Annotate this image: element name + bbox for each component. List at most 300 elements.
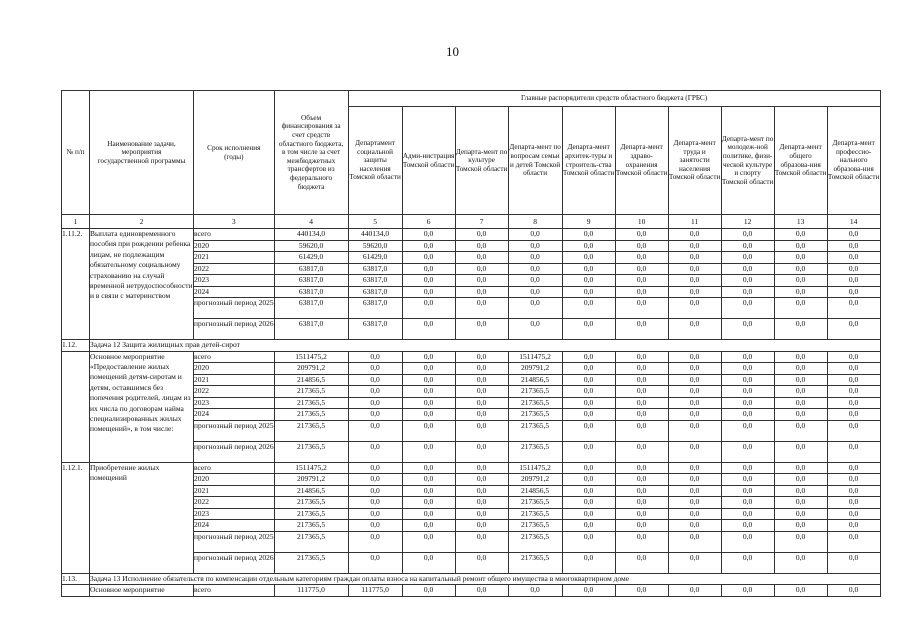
cell-value: 1511475,2 [274,351,348,363]
header-grbs-10: Департа-мент профессио-нального образова-ния Томской области [827,107,880,215]
cell-value: 0,0 [562,508,615,520]
cell-value: 0,0 [455,363,508,375]
cell-value: 0,0 [455,520,508,532]
cell-value: 0,0 [402,397,455,409]
cell-value: 0,0 [721,263,774,275]
cell-value: 0,0 [774,263,827,275]
cell-value: 0,0 [348,374,402,386]
cell-value: 0,0 [721,298,774,319]
cell-value: 0,0 [455,263,508,275]
cell-value: 0,0 [721,229,774,241]
cell-value: 0,0 [615,508,668,520]
row-period: прогнозный период 2026 [194,441,275,462]
cell-value: 0,0 [562,409,615,421]
cell-value: 0,0 [402,286,455,298]
cell-value: 0,0 [455,409,508,421]
cell-value: 63817,0 [274,286,348,298]
cell-value: 61429,0 [274,252,348,264]
cell-value: 0,0 [402,275,455,287]
column-number: 5 [348,215,402,229]
cell-value: 0,0 [562,585,615,597]
cell-value: 217365,5 [274,420,348,441]
cell-value: 0,0 [774,397,827,409]
cell-value: 0,0 [721,585,774,597]
cell-value: 0,0 [508,298,562,319]
header-number: № п/п [62,91,90,215]
cell-value: 0,0 [721,252,774,264]
cell-value: 0,0 [615,531,668,552]
cell-value: 217365,5 [274,441,348,462]
cell-value: 0,0 [827,275,880,287]
cell-value: 214856,5 [274,485,348,497]
column-number: 6 [402,215,455,229]
cell-value: 0,0 [827,240,880,252]
cell-value: 0,0 [668,508,721,520]
cell-value: 0,0 [827,319,880,340]
cell-value: 0,0 [721,420,774,441]
cell-value: 0,0 [508,319,562,340]
cell-value: 0,0 [402,462,455,474]
cell-value: 0,0 [455,319,508,340]
cell-value: 0,0 [668,409,721,421]
cell-value: 0,0 [774,552,827,573]
cell-value: 59620,0 [348,240,402,252]
cell-value: 0,0 [774,319,827,340]
cell-value: 0,0 [402,474,455,486]
cell-value: 217365,5 [274,520,348,532]
cell-value: 0,0 [562,263,615,275]
cell-value: 0,0 [348,462,402,474]
cell-value: 0,0 [668,286,721,298]
cell-value: 217365,5 [508,386,562,398]
cell-value: 214856,5 [508,485,562,497]
cell-value: 0,0 [402,552,455,573]
cell-value: 0,0 [721,374,774,386]
row-name: Выплата единовременного пособия при рождении ребенка лицам, не подлежащим обязательному социальному страхованию на случай временной нетрудоспособности и в связи с материнством [90,229,194,340]
cell-value: 0,0 [668,441,721,462]
cell-value: 0,0 [508,252,562,264]
cell-value: 0,0 [721,386,774,398]
cell-value: 0,0 [562,363,615,375]
cell-value: 0,0 [668,485,721,497]
cell-value: 0,0 [562,485,615,497]
cell-value: 0,0 [827,420,880,441]
cell-value: 0,0 [615,275,668,287]
cell-value: 0,0 [827,441,880,462]
column-number: 2 [90,215,194,229]
cell-value: 0,0 [562,286,615,298]
cell-value: 0,0 [827,552,880,573]
cell-value: 0,0 [562,531,615,552]
cell-value: 0,0 [508,240,562,252]
row-period: прогнозный период 2025 [194,531,275,552]
cell-value: 0,0 [827,351,880,363]
cell-value: 0,0 [721,363,774,375]
cell-value: 0,0 [615,552,668,573]
cell-value: 0,0 [721,351,774,363]
cell-value: 0,0 [721,508,774,520]
cell-value: 0,0 [562,374,615,386]
row-period: 2024 [194,520,275,532]
cell-value: 0,0 [402,252,455,264]
cell-value: 0,0 [668,386,721,398]
cell-value: 0,0 [668,397,721,409]
cell-value: 0,0 [774,531,827,552]
cell-value: 0,0 [508,263,562,275]
cell-value: 0,0 [774,485,827,497]
row-number [62,585,90,597]
cell-value: 0,0 [774,374,827,386]
cell-value: 0,0 [455,474,508,486]
cell-value: 0,0 [455,497,508,509]
cell-value: 0,0 [774,420,827,441]
cell-value: 0,0 [615,420,668,441]
cell-value: 217365,5 [508,520,562,532]
cell-value: 0,0 [668,552,721,573]
cell-value: 0,0 [562,252,615,264]
cell-value: 0,0 [615,462,668,474]
table-row [62,351,881,363]
cell-value: 0,0 [562,552,615,573]
cell-value: 0,0 [827,386,880,398]
cell-value: 0,0 [402,386,455,398]
row-period: прогнозный период 2026 [194,319,275,340]
row-number [62,351,90,462]
cell-value: 0,0 [774,441,827,462]
cell-value: 0,0 [827,531,880,552]
cell-value: 217365,5 [508,420,562,441]
column-number: 12 [721,215,774,229]
cell-value: 0,0 [508,286,562,298]
cell-value: 0,0 [827,286,880,298]
header-grbs-2: Адми-нистрация Томской области [402,107,455,215]
cell-value: 0,0 [348,351,402,363]
header-name: Наименование задачи, мероприятия государственной программы [90,91,194,215]
cell-value: 0,0 [774,474,827,486]
cell-value: 0,0 [774,497,827,509]
column-number: 10 [615,215,668,229]
cell-value: 0,0 [402,363,455,375]
cell-value: 0,0 [827,585,880,597]
row-period: 2020 [194,363,275,375]
cell-value: 0,0 [827,508,880,520]
cell-value: 0,0 [348,386,402,398]
cell-value: 0,0 [562,386,615,398]
cell-value: 0,0 [668,474,721,486]
row-period: 2021 [194,252,275,264]
row-period: 2021 [194,485,275,497]
task-number: 1.13. [62,573,90,585]
cell-value: 440134,0 [274,229,348,241]
cell-value: 0,0 [455,397,508,409]
cell-value: 0,0 [827,229,880,241]
cell-value: 0,0 [721,520,774,532]
header-grbs-3: Департа-мент по культуре Томской области [455,107,508,215]
row-period: 2024 [194,409,275,421]
task-row [62,573,881,585]
column-number: 4 [274,215,348,229]
cell-value: 217365,5 [274,508,348,520]
header-grbs-8: Департа-мент по молодеж-ной политике, физи-ческой культуре и спорту Томской области [721,107,774,215]
cell-value: 440134,0 [348,229,402,241]
row-period: прогнозный период 2026 [194,552,275,573]
cell-value: 214856,5 [274,374,348,386]
cell-value: 0,0 [668,531,721,552]
cell-value: 0,0 [562,520,615,532]
row-period: 2022 [194,497,275,509]
header-grbs-5: Департа-мент архитек-туры и строитель-ства Томской области [562,107,615,215]
cell-value: 217365,5 [508,409,562,421]
row-period: прогнозный период 2025 [194,420,275,441]
cell-value: 0,0 [562,240,615,252]
cell-value: 0,0 [774,252,827,264]
cell-value: 0,0 [721,275,774,287]
cell-value: 0,0 [455,420,508,441]
cell-value: 0,0 [348,474,402,486]
cell-value: 0,0 [455,585,508,597]
cell-value: 0,0 [827,263,880,275]
cell-value: 0,0 [402,520,455,532]
header-period: Срок исполнения (годы) [194,91,275,215]
cell-value: 0,0 [615,397,668,409]
cell-value: 63817,0 [348,275,402,287]
cell-value: 1511475,2 [508,462,562,474]
row-period: 2023 [194,275,275,287]
cell-value: 0,0 [402,485,455,497]
cell-value: 0,0 [615,409,668,421]
column-number: 1 [62,215,90,229]
cell-value: 0,0 [615,298,668,319]
cell-value: 0,0 [455,240,508,252]
cell-value: 0,0 [721,552,774,573]
cell-value: 0,0 [562,420,615,441]
cell-value: 217365,5 [274,386,348,398]
cell-value: 0,0 [827,520,880,532]
cell-value: 217365,5 [508,508,562,520]
cell-value: 0,0 [455,351,508,363]
cell-value: 63817,0 [348,319,402,340]
cell-value: 0,0 [774,520,827,532]
cell-value: 111775,0 [274,585,348,597]
cell-value: 1511475,2 [508,351,562,363]
cell-value: 0,0 [721,286,774,298]
table-row [62,585,881,597]
cell-value: 0,0 [774,585,827,597]
cell-value: 0,0 [455,485,508,497]
cell-value: 0,0 [402,263,455,275]
cell-value: 0,0 [668,298,721,319]
cell-value: 209791,2 [508,363,562,375]
cell-value: 0,0 [348,363,402,375]
cell-value: 0,0 [721,474,774,486]
header-grbs-4: Департа-мент по вопросам семьи и детей Томской области [508,107,562,215]
cell-value: 0,0 [827,409,880,421]
cell-value: 0,0 [615,386,668,398]
cell-value: 0,0 [774,275,827,287]
column-number: 9 [562,215,615,229]
cell-value: 217365,5 [274,552,348,573]
row-number: 1.12.1. [62,462,90,573]
table-row [62,462,881,474]
cell-value: 217365,5 [508,441,562,462]
cell-value: 59620,0 [274,240,348,252]
cell-value: 0,0 [721,409,774,421]
cell-value: 214856,5 [508,374,562,386]
row-period: 2023 [194,397,275,409]
cell-value: 0,0 [615,363,668,375]
cell-value: 0,0 [402,240,455,252]
cell-value: 0,0 [508,275,562,287]
column-number: 13 [774,215,827,229]
cell-value: 0,0 [668,263,721,275]
cell-value: 0,0 [402,531,455,552]
row-number: 1.11.2. [62,229,90,340]
cell-value: 0,0 [348,485,402,497]
cell-value: 0,0 [402,441,455,462]
cell-value: 0,0 [774,363,827,375]
funding-table [61,90,881,597]
cell-value: 0,0 [827,397,880,409]
cell-value: 0,0 [402,585,455,597]
cell-value: 0,0 [774,298,827,319]
cell-value: 0,0 [402,298,455,319]
cell-value: 217365,5 [508,497,562,509]
row-period: 2022 [194,386,275,398]
cell-value: 0,0 [562,319,615,340]
header-grbs-group: Главные распорядители средств областного бюджета (ГРБС) [348,91,880,107]
cell-value: 0,0 [402,497,455,509]
cell-value: 209791,2 [508,474,562,486]
row-period: всего [194,351,275,363]
cell-value: 0,0 [615,374,668,386]
cell-value: 63817,0 [274,275,348,287]
cell-value: 0,0 [348,508,402,520]
cell-value: 0,0 [402,319,455,340]
cell-value: 0,0 [668,420,721,441]
cell-value: 0,0 [402,229,455,241]
row-period: всего [194,462,275,474]
cell-value: 0,0 [348,441,402,462]
cell-value: 0,0 [774,462,827,474]
row-name: Приобретение жилых помещений [90,462,194,573]
cell-value: 0,0 [721,441,774,462]
cell-value: 61429,0 [348,252,402,264]
cell-value: 0,0 [562,497,615,509]
cell-value: 0,0 [562,275,615,287]
cell-value: 0,0 [774,240,827,252]
cell-value: 0,0 [827,252,880,264]
cell-value: 217365,5 [274,497,348,509]
cell-value: 217365,5 [274,397,348,409]
header-grbs-9: Департа-мент общего образова-ния Томской области [774,107,827,215]
cell-value: 0,0 [455,229,508,241]
cell-value: 0,0 [348,552,402,573]
cell-value: 0,0 [668,462,721,474]
row-name: Основное мероприятие «Предоставление жилых помещений детям-сиротам и детям, оставшимся без попечения родителей, лицам из их числа по договорам найма специализированных жилых помещений», в том числе: [90,351,194,462]
table-row [62,229,881,241]
cell-value: 63817,0 [348,298,402,319]
cell-value: 0,0 [721,485,774,497]
cell-value: 0,0 [402,508,455,520]
cell-value: 0,0 [455,386,508,398]
cell-value: 63817,0 [274,263,348,275]
cell-value: 1511475,2 [274,462,348,474]
cell-value: 0,0 [615,441,668,462]
header-grbs-6: Департа-мент здраво-охранения Томской области [615,107,668,215]
cell-value: 0,0 [348,520,402,532]
task-number: 1.12. [62,340,90,352]
cell-value: 0,0 [827,485,880,497]
column-number: 14 [827,215,880,229]
row-period: 2021 [194,374,275,386]
cell-value: 217365,5 [508,552,562,573]
row-period: всего [194,585,275,597]
column-number: 7 [455,215,508,229]
row-period: 2020 [194,474,275,486]
cell-value: 0,0 [348,397,402,409]
cell-value: 0,0 [774,229,827,241]
cell-value: 0,0 [508,229,562,241]
cell-value: 0,0 [774,351,827,363]
cell-value: 0,0 [455,531,508,552]
cell-value: 209791,2 [274,363,348,375]
cell-value: 217365,5 [508,531,562,552]
cell-value: 0,0 [562,441,615,462]
header-grbs-7: Департа-мент труда и занятости населения Томской области [668,107,721,215]
header-grbs-1: Департамент социальной защиты населения Томской области [348,107,402,215]
cell-value: 0,0 [615,474,668,486]
cell-value: 0,0 [348,497,402,509]
task-title: Задача 12 Защита жилищных прав детей-сирот [90,340,881,352]
cell-value: 0,0 [348,531,402,552]
cell-value: 0,0 [455,252,508,264]
cell-value: 0,0 [348,420,402,441]
cell-value: 0,0 [668,229,721,241]
cell-value: 0,0 [615,263,668,275]
cell-value: 0,0 [615,497,668,509]
cell-value: 0,0 [508,585,562,597]
cell-value: 0,0 [402,374,455,386]
task-title: Задача 13 Исполнение обязательств по компенсации отдельным категориям граждан оплаты взноса на капитальный ремонт общего имущества в многоквартирном доме [90,573,881,585]
cell-value: 0,0 [455,275,508,287]
column-number: 3 [194,215,275,229]
cell-value: 0,0 [668,363,721,375]
cell-value: 0,0 [827,374,880,386]
cell-value: 0,0 [774,386,827,398]
cell-value: 0,0 [615,229,668,241]
cell-value: 0,0 [668,240,721,252]
column-number: 11 [668,215,721,229]
cell-value: 217365,5 [508,397,562,409]
cell-value: 0,0 [615,485,668,497]
cell-value: 0,0 [827,298,880,319]
row-period: прогнозный период 2025 [194,298,275,319]
cell-value: 0,0 [827,497,880,509]
cell-value: 0,0 [668,275,721,287]
cell-value: 0,0 [615,520,668,532]
row-period: 2023 [194,508,275,520]
page-number: 10 [446,44,459,59]
cell-value: 209791,2 [274,474,348,486]
row-period: 2024 [194,286,275,298]
cell-value: 217365,5 [274,409,348,421]
cell-value: 0,0 [668,497,721,509]
cell-value: 0,0 [668,351,721,363]
cell-value: 0,0 [668,374,721,386]
cell-value: 0,0 [455,286,508,298]
cell-value: 0,0 [455,462,508,474]
cell-value: 63817,0 [348,263,402,275]
